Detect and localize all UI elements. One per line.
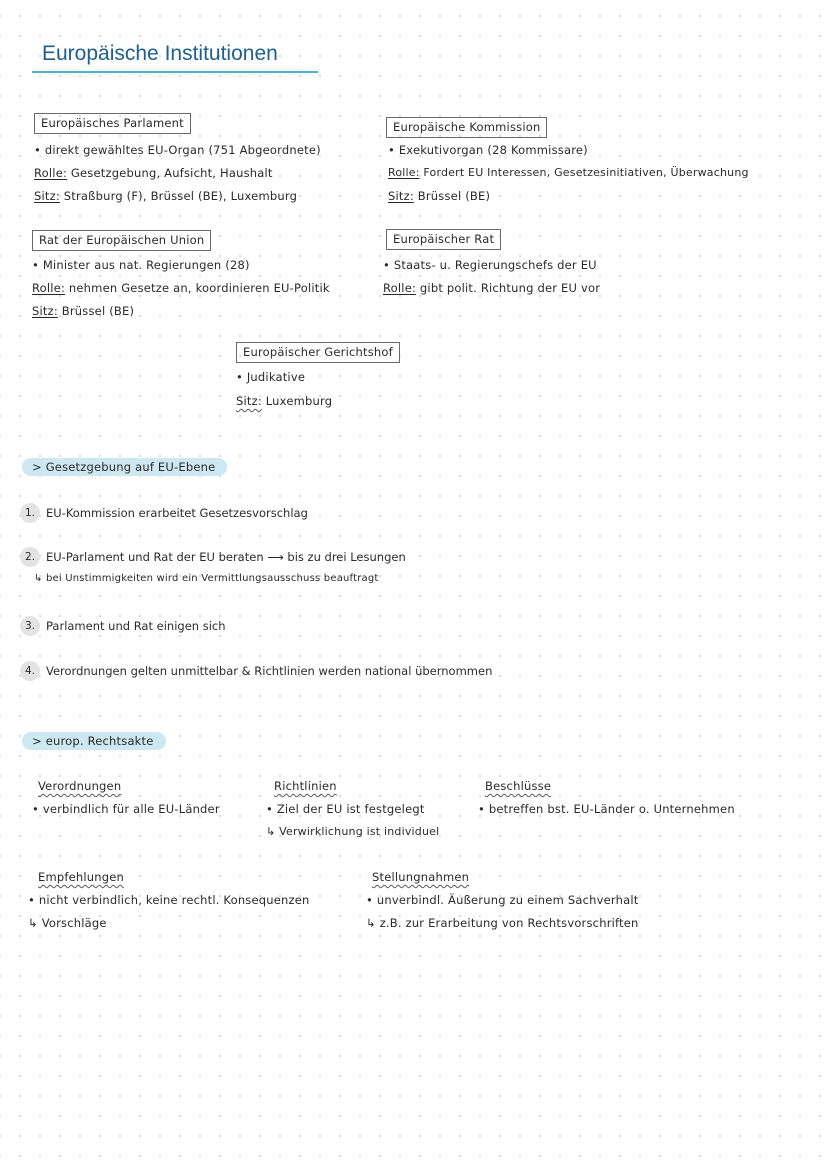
european-council-role-text: gibt polit. Richtung der EU vor <box>419 281 601 295</box>
page-title: Europäische Institutionen <box>42 42 278 65</box>
step-text: EU-Kommission erarbeitet Gesetzesvorschlag <box>46 506 308 520</box>
step-text: EU-Parlament und Rat der EU beraten ⟶ bis zu drei Lesungen <box>46 550 406 564</box>
council-eu-seat <box>32 304 134 318</box>
commission-role-text: Fordert EU Interessen, Gesetzesinitiativen, Überwachung <box>423 166 749 179</box>
council-eu-role-text: nehmen Gesetze an, koordinieren EU-Politik <box>68 281 330 295</box>
empfehlungen-subnote: ↳ Vorschläge <box>28 916 107 930</box>
commission-desc: • Exekutivorgan (28 Kommissare) <box>388 143 588 157</box>
council-eu-heading: Rat der Europäischen Union <box>32 230 211 251</box>
parliament-seat-text: Straßburg (F), Brüssel (BE), Luxemburg <box>63 189 298 203</box>
legislation-step <box>20 547 406 567</box>
stellungnahmen-desc: • unverbindl. Äußerung zu einem Sachverhalt <box>366 893 639 907</box>
court-desc: • Judikative <box>236 370 306 384</box>
stellungnahmen-title: Stellungnahmen <box>372 870 470 884</box>
parliament-role <box>34 166 273 180</box>
step-number: 1. <box>20 503 40 523</box>
council-eu-role <box>32 281 330 295</box>
commission-seat-text: Brüssel (BE) <box>417 189 491 203</box>
step-number: 2. <box>20 547 40 567</box>
stellungnahmen-subnote: ↳ z.B. zur Erarbeitung von Rechtsvorschriften <box>366 916 639 930</box>
step-text: Parlament und Rat einigen sich <box>46 619 226 633</box>
commission-heading: Europäische Kommission <box>386 117 547 138</box>
court-seat <box>236 394 332 408</box>
court-seat-label: Sitz: <box>236 394 262 408</box>
legislation-step <box>20 661 492 681</box>
parliament-seat <box>34 189 297 203</box>
richtlinien-subnote: ↳ Verwirklichung ist individuel <box>266 825 440 838</box>
step-text: Verordnungen gelten unmittelbar & Richtlinien werden national übernommen <box>46 664 493 678</box>
council-eu-desc: • Minister aus nat. Regierungen (28) <box>32 258 250 272</box>
parliament-desc: • direkt gewähltes EU-Organ (751 Abgeordnete) <box>34 143 321 157</box>
commission-role <box>388 166 749 179</box>
legislation-heading: > Gesetzgebung auf EU-Ebene <box>22 458 227 476</box>
council-eu-role-label: Rolle: <box>32 281 66 295</box>
legislation-step <box>20 616 226 636</box>
richtlinien-desc: • Ziel der EU ist festgelegt <box>266 802 425 816</box>
court-heading: Europäischer Gerichtshof <box>236 342 400 363</box>
step-number: 3. <box>20 616 40 636</box>
european-council-desc: • Staats- u. Regierungschefs der EU <box>383 258 597 272</box>
step-subnote: ↳ bei Unstimmigkeiten wird ein Vermittlungsausschuss beauftragt <box>34 573 379 584</box>
commission-seat-label: Sitz: <box>388 189 414 203</box>
council-eu-seat-label: Sitz: <box>32 304 58 318</box>
parliament-role-label: Rolle: <box>34 166 68 180</box>
court-seat-text: Luxemburg <box>265 394 333 408</box>
beschluesse-desc: • betreffen bst. EU-Länder o. Unternehmen <box>478 802 735 816</box>
european-council-role-label: Rolle: <box>383 281 417 295</box>
richtlinien-title: Richtlinien <box>274 779 337 793</box>
commission-seat <box>388 189 490 203</box>
council-eu-seat-text: Brüssel (BE) <box>61 304 135 318</box>
legal-acts-heading: > europ. Rechtsakte <box>22 732 166 750</box>
parliament-role-text: Gesetzgebung, Aufsicht, Haushalt <box>70 166 273 180</box>
commission-role-label: Rolle: <box>388 166 420 179</box>
verordnungen-desc: • verbindlich für alle EU-Länder <box>32 802 220 816</box>
parliament-seat-label: Sitz: <box>34 189 60 203</box>
beschluesse-title: Beschlüsse <box>485 779 552 793</box>
empfehlungen-title: Empfehlungen <box>38 870 125 884</box>
european-council-role <box>383 281 600 295</box>
step-number: 4. <box>20 661 40 681</box>
empfehlungen-desc: • nicht verbindlich, keine rechtl. Konsequenzen <box>28 893 310 907</box>
title-underline <box>32 71 318 73</box>
european-council-heading: Europäischer Rat <box>386 229 501 250</box>
parliament-heading: Europäisches Parlament <box>34 113 191 134</box>
legislation-step <box>20 503 308 523</box>
verordnungen-title: Verordnungen <box>38 779 122 793</box>
